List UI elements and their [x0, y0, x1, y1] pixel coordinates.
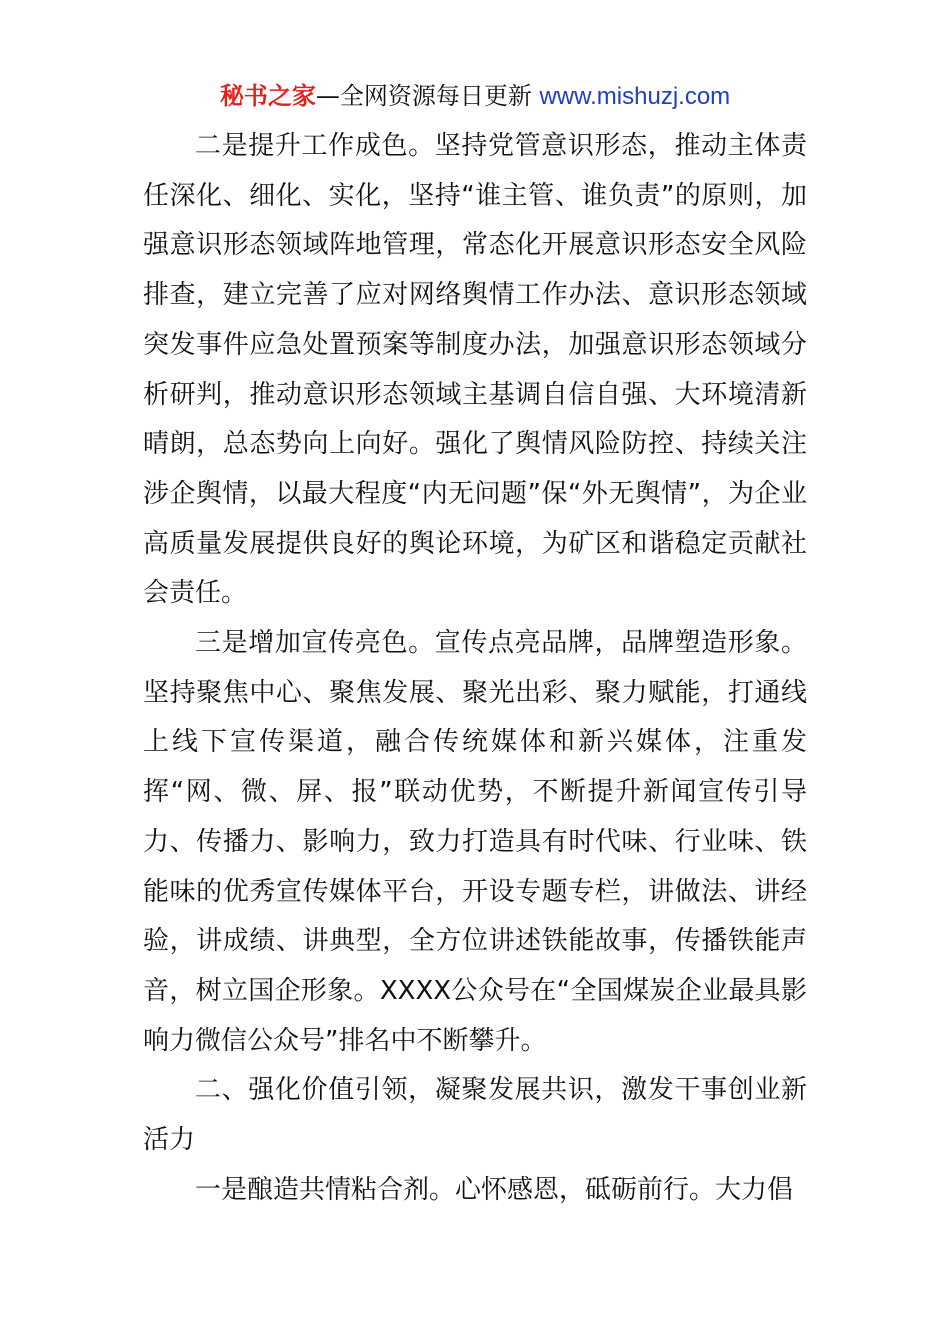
page-header [0, 80, 950, 113]
section-heading-value-guidance: 二、强化价值引领，凝聚发展共识，激发干事创业新活力 [143, 1075, 807, 1156]
document-body [143, 122, 807, 1215]
paragraph-ideology-work: 二是提升工作成色。坚持党管意识形态，推动主体责任深化、细化、实化，坚持“谁主管、谁负责”的原则，加强意识形态领域阵地管理，常态化开展意识形态安全风险排查，建立完善了应对网络舆情工作办法、意识形态领域突发事件应急处置预案等制度办法，加强意识形态领域分析研判，推动意识形态领域主基调自信自强、大环境清新晴朗，总态势向上向好。强化了舆情风险防控、持续关注涉企舆情，以最大程度“内无问题”保“外无舆情”，为企业高质量发展提供良好的舆论环境，为矿区和谐稳定贡献社会责任。 [143, 131, 807, 609]
paragraph-empathy-bond: 一是酿造共情粘合剂。心怀感恩，砥砺前行。大力倡 [195, 1174, 794, 1205]
brand-name: 秘书之家 [219, 82, 316, 110]
website-link[interactable]: www.mishuzj.com [539, 83, 731, 110]
header-tagline: —全网资源每日更新 [315, 82, 532, 110]
paragraph-publicity-work: 三是增加宣传亮色。宣传点亮品牌，品牌塑造形象。坚持聚焦中心、聚焦发展、聚光出彩、聚力赋能，打通线上线下宣传渠道，融合传统媒体和新兴媒体，注重发挥“网、微、屏、报”联动优势，不断提升新闻宣传引导力、传播力、影响力，致力打造具有时代味、行业味、铁能味的优秀宣传媒体平台，开设专题专栏，讲做法、讲经验，讲成绩、讲典型，全方位讲述铁能故事，传播铁能声音，树立国企形象。XXXX公众号在“全国煤炭企业最具影响力微信公众号”排名中不断攀升。 [143, 628, 807, 1056]
